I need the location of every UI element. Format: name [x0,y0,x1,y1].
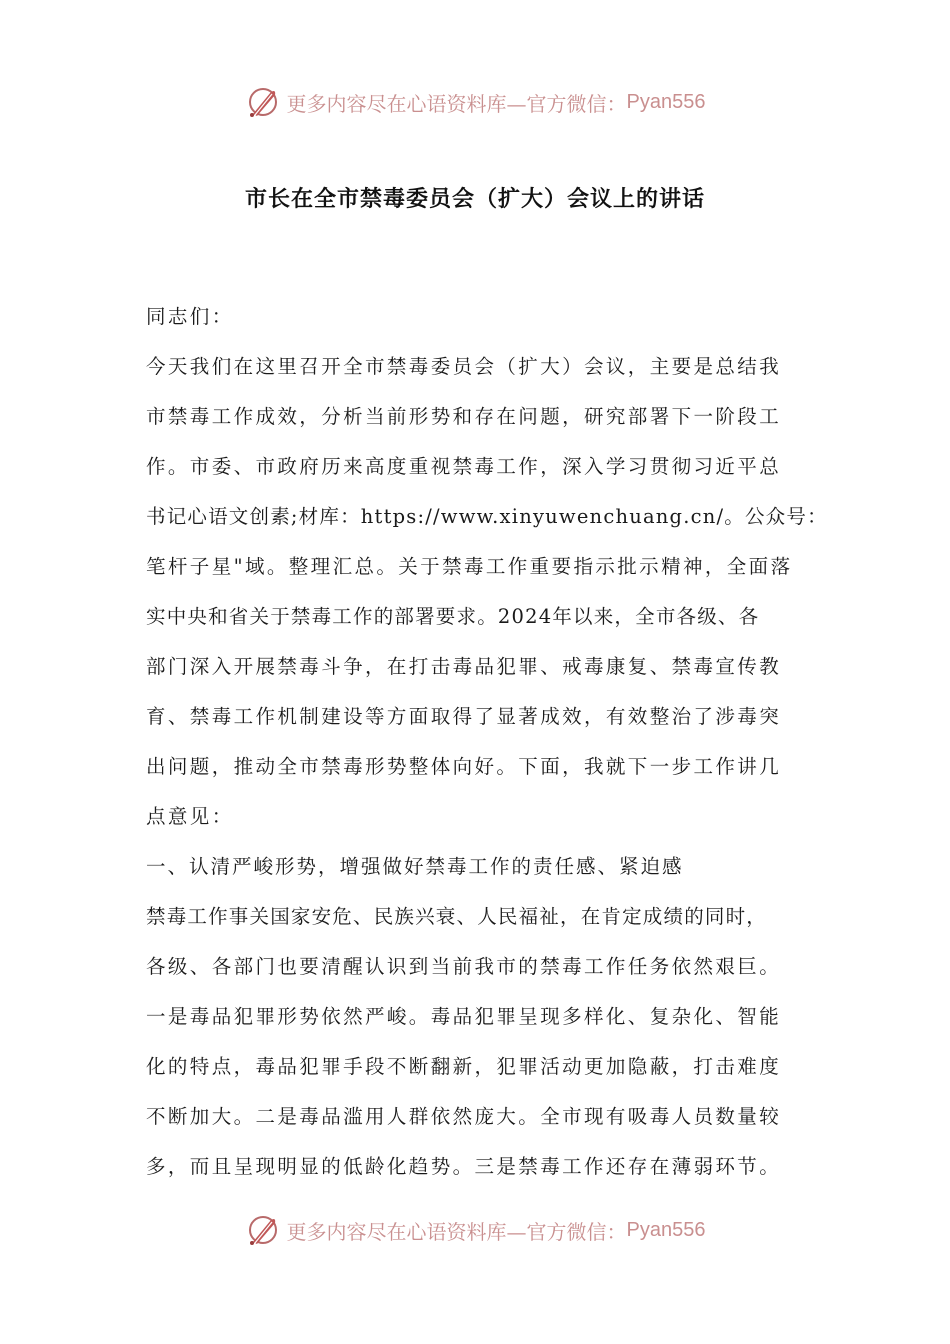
quill-pen-logo-icon [245,1212,281,1248]
watermark-text: 更多内容尽在心语资料库—官方微信： [286,91,627,116]
paragraph-line: 各级、各部门也要清醒认识到当前我市的禁毒工作任务依然艰巨。 [146,955,782,978]
document-title: 市长在全市禁毒委员会（扩大）会议上的讲话 [244,187,705,212]
watermark-banner-bottom [0,1208,950,1252]
paragraph-line: 点意见： [146,805,234,828]
paragraph-line: 一是毒品犯罪形势依然严峻。毒品犯罪呈现多样化、复杂化、智能 [146,1005,782,1028]
paragraph-line: 作。市委、市政府历来高度重视禁毒工作，深入学习贯彻习近平总 [146,455,782,478]
paragraph-line: 今天我们在这里召开全市禁毒委员会（扩大）会议，主要是总结我 [146,355,782,378]
paragraph-line: 笔杆子星"域。整理汇总。关于禁毒工作重要指示批示精神，全面落 [146,555,793,578]
section-heading: 一、认清严峻形势，增强做好禁毒工作的责任感、紧迫感 [146,855,684,878]
document-body [146,292,826,1192]
paragraph-line: 多，而且呈现明显的低龄化趋势。三是禁毒工作还存在薄弱环节。 [146,1155,782,1178]
watermark-text: 更多内容尽在心语资料库—官方微信： [286,1219,627,1244]
paragraph-line: 出问题，推动全市禁毒形势整体向好。下面，我就下一步工作讲几 [146,755,782,778]
watermark-banner-top [0,80,950,124]
watermark-wechat-id: Pyan556 [626,90,706,113]
paragraph-line: 不断加大。二是毒品滥用人群依然庞大。全市现有吸毒人员数量较 [146,1105,782,1128]
salutation: 同志们： [146,305,234,328]
paragraph-line: 部门深入开展禁毒斗争，在打击毒品犯罪、戒毒康复、禁毒宣传教 [146,655,782,678]
paragraph-line: 实中央和省关于禁毒工作的部署要求。2024年以来，全市各级、各 [146,605,760,628]
quill-pen-logo-icon [245,84,281,120]
paragraph-line: 育、禁毒工作机制建设等方面取得了显著成效，有效整治了涉毒突 [146,705,782,728]
watermark-wechat-id: Pyan556 [626,1218,706,1241]
paragraph-line: 化的特点，毒品犯罪手段不断翻新，犯罪活动更加隐蔽，打击难度 [146,1055,782,1078]
paragraph-line-with-url: 书记心语文创素;材库：https://www.xinyuwenchuang.cn/。公众号： [146,505,828,528]
paragraph-line: 禁毒工作事关国家安危、民族兴衰、人民福祉，在肯定成绩的同时， [146,905,768,928]
paragraph-line: 市禁毒工作成效，分析当前形势和存在问题，研究部署下一阶段工 [146,405,782,428]
